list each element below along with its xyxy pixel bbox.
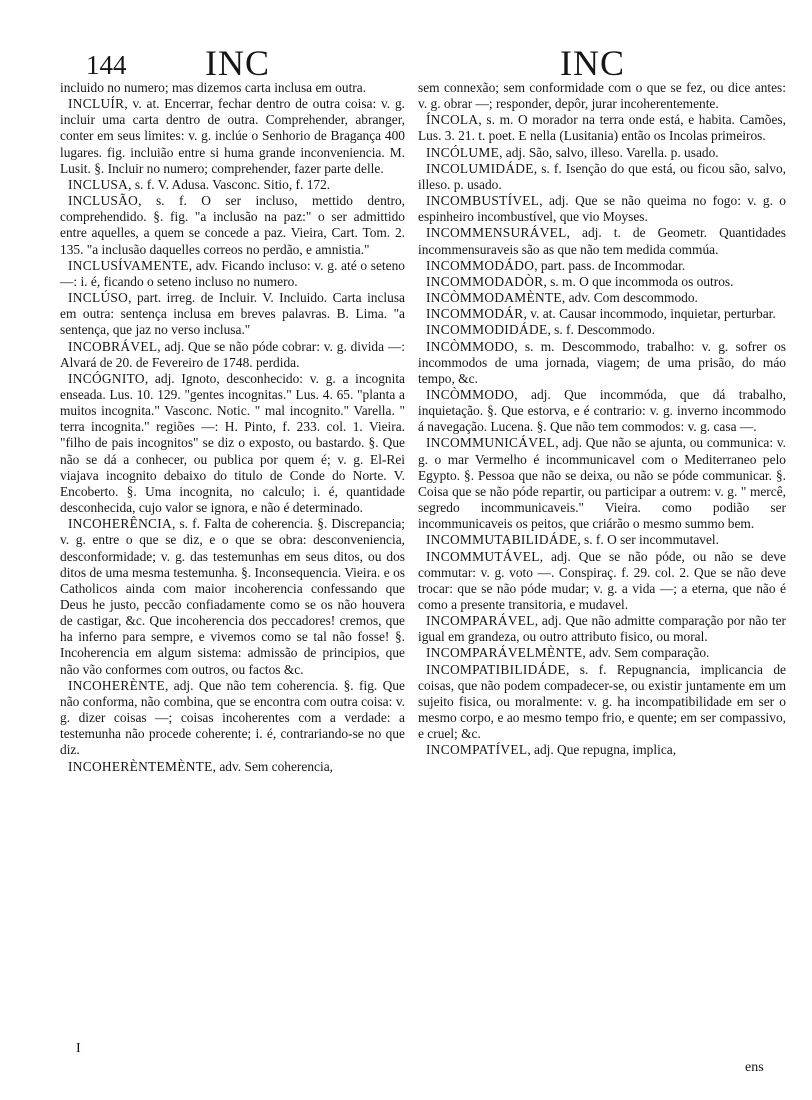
dictionary-entry [60, 258, 405, 290]
entry-definition: , v. at. Causar incommodo, inquietar, perturbar. [523, 306, 776, 322]
entry-headword: INCÒMMODO [426, 338, 515, 354]
dictionary-entry [418, 742, 786, 758]
entry-definition: , adj. Que se não queima no fogo: v. g. o espinheiro incombustível, que vio Moyses. [418, 193, 786, 225]
dictionary-entry [418, 258, 786, 274]
dictionary-entry [418, 662, 786, 743]
entry-definition: , adj. Que repugna, implica, [527, 742, 677, 758]
entry-definition: , s. f. Descommodo. [547, 322, 655, 338]
dictionary-entry [418, 306, 786, 322]
entry-definition: , s. m. Descommodo, trabalho: v. g. sofrer os incommodos de uma jornada, viagem; de uma prisão, do máo tempo, &c. [418, 338, 786, 386]
entry-definition: incluido no numero; mas dizemos carta inclusa em outra. [60, 80, 367, 95]
dictionary-entry [60, 290, 405, 338]
entry-definition: , part. pass. de Incommodar. [534, 257, 686, 273]
entry-headword: INCOMPARÁVELMÈNTE [426, 645, 583, 661]
entry-definition: , adj. Que não admitte comparação por não ter igual em grandeza, ou outro attributo fisico, ou moral. [418, 613, 786, 645]
entry-headword: INCOMMODIDÁDE [426, 322, 548, 338]
entry-headword: INCOMMUTABILIDÁDE [426, 532, 578, 548]
dictionary-entry [418, 387, 786, 435]
dictionary-entry [418, 532, 786, 548]
dictionary-entry [418, 225, 786, 257]
entry-definition: , adj. Que não tem coherencia. §. fig. Que não conforma, não combina, que se encontra com outra coisa: v. g. dizer coisas —; coisas incoherentes com a verdade: a testemunha não procede coherente; i. é, contrariando-se no que diz. [60, 677, 405, 758]
entry-definition: , part. irreg. de Incluir. V. Incluido. Carta inclusa em outra: sentença inclusa em breves palavras. B. Lima. "a sentença, que jaz no verso inclusa." [60, 290, 405, 338]
entry-headword: INCLUSÍVAMENTE [68, 257, 189, 273]
dictionary-entry [418, 145, 786, 161]
dictionary-entry [418, 435, 786, 532]
entry-definition: , s. f. Repugnancia, implicancia de coisas, que não podem compadecer-se, ou existir juntamente em um sujeito fisica, ou moralmente: v. g. ha incompatibilidade em ser o mesmo corpo, e ao mesmo tempo frio, e quente; em ser compassivo, e cruel; &c. [418, 661, 786, 742]
entry-definition: sem connexão; sem conformidade com o que se fez, ou dice antes: v. g. obrar —; responder, depôr, jurar incoherentemente. [418, 80, 786, 112]
entry-definition: , adv. Ficando incluso: v. g. até o seteno —: i. é, ficando o seteno incluso no numero. [60, 257, 405, 289]
catchword: ens [745, 1060, 764, 1075]
entry-headword: INCOMMODÁDO [426, 257, 535, 273]
dictionary-entry [60, 516, 405, 678]
entry-headword: INCOBRÁVEL [68, 338, 158, 354]
entry-headword: INCLUSA [68, 176, 129, 192]
entry-headword: INCÓGNITO [68, 370, 145, 386]
dictionary-entry [60, 339, 405, 371]
entry-headword: INCÒMMODO [426, 386, 515, 402]
entry-definition: , adj. São, salvo, illeso. Varella. p. usado. [499, 144, 719, 160]
entry-headword: INCOHERÈNTEMÈNTE [68, 758, 213, 774]
dictionary-entry [60, 759, 405, 775]
entry-headword: INCÓLUME [426, 144, 500, 160]
dictionary-entry [418, 274, 786, 290]
dictionary-entry [60, 80, 405, 96]
entry-definition: , s. m. O que incommoda os outros. [543, 273, 734, 289]
right-column [418, 80, 786, 759]
running-head-right: INC [560, 43, 625, 83]
entry-definition: , adj. Que se não póde, ou não se deve commutar: v. g. voto —. Conspiraç. f. 29. col. 2. Que se não deve trocar: que se não póde mudar; v. g. a vida —; a eterna, que não é como a presente transitoria, e mudavel. [418, 548, 786, 612]
entry-definition: , adj. t. de Geometr. Quantidades incommensuraveis são as que não tem medida commúa. [418, 225, 786, 257]
dictionary-entry [418, 290, 786, 306]
entry-headword: INCOMBUSTÍVEL [426, 193, 540, 209]
page-header [0, 42, 812, 82]
dictionary-entry [418, 645, 786, 661]
entry-headword: INCOLUMIDÁDE [426, 160, 534, 176]
entry-definition: , adj. Que se não póde cobrar: v. g. divida —: Alvará de 20. de Fevereiro de 1748. perdida. [60, 338, 405, 370]
entry-definition: , s. f. O ser incommutavel. [577, 532, 719, 548]
entry-headword: INCLÚSO [68, 290, 129, 306]
dictionary-entry [418, 613, 786, 645]
entry-definition: , adv. Sem comparação. [582, 645, 710, 661]
entry-headword: ÍNCOLA [426, 112, 479, 128]
entry-definition: , s. m. O morador na terra onde está, e habita. Camões, Lus. 3. 21. t. poet. E nella (Lusitania) então os Incolas primeiros. [418, 112, 786, 144]
signature-mark: I [76, 1041, 81, 1056]
left-column [60, 80, 405, 775]
entry-headword: INCOMMUNICÁVEL [426, 435, 556, 451]
dictionary-entry [418, 322, 786, 338]
dictionary-entry [60, 678, 405, 759]
entry-headword: INCOMMODADÒR [426, 273, 544, 289]
entry-headword: INCLUÍR [68, 96, 125, 112]
dictionary-entry [418, 193, 786, 225]
page-number: 144 [86, 50, 127, 80]
dictionary-entry [418, 339, 786, 387]
dictionary-entry [60, 96, 405, 177]
entry-headword: INCLUSÃO [68, 193, 139, 209]
entry-definition: , s. f. V. Adusa. Vasconc. Sitio, f. 172. [128, 176, 331, 192]
entry-definition: , adv. Com descommodo. [561, 290, 698, 306]
entry-headword: INCOMMODÁR [426, 306, 524, 322]
dictionary-entry [60, 193, 405, 258]
entry-headword: INCÒMMODAMÈNTE [426, 290, 562, 306]
dictionary-entry [418, 80, 786, 112]
entry-definition: , v. at. Encerrar, fechar dentro de outra coisa: v. g. incluir uma carta dentro de outra. Comprehender, abranger, conter em seus limites: v. g. inclúe o Senhorio de Bragança 400 lugares. fig. incluião entre si huma grande inconveniencia. M. Lusit. §. Incluir no numero; comprehender, fazer parte delle. [60, 96, 405, 176]
entry-headword: INCOMMENSURÁVEL [426, 225, 567, 241]
dictionary-entry [418, 161, 786, 193]
dictionary-entry [418, 112, 786, 144]
entry-headword: INCOMPATIBILIDÁDE [426, 661, 566, 677]
entry-headword: INCOMMUTÁVEL [426, 548, 540, 564]
entry-headword: INCOHERÈNTE [68, 677, 166, 693]
dictionary-entry [60, 371, 405, 516]
entry-headword: INCOMPATÍVEL [426, 742, 528, 758]
entry-definition: , adj. Ignoto, desconhecido: v. g. a incognita enseada. Lus. 10. 129. "gentes incognitas." Lus. 4. 65. "planta a muitos incognita." Vasconc. Notic. " mal incognito." Varella. " terra incognita." regiões —: H. Pinto, f. 233. col. 1. Vieira. "filho de pais incognitos" se diz o exposto, ou bastardo. §. Que não se dá a conhecer, ou publica por quem é; v. g. El-Rei viajava incognito debaixo do titulo de Conde do Norte. V. Encoberto. §. Uma incognita, no calculo; i. é, quantidade desconhecida, cujo valor se ignora, e não é determinado. [60, 370, 405, 516]
entry-headword: INCOHERÊNCIA [68, 516, 173, 532]
dictionary-entry [418, 549, 786, 614]
dictionary-entry [60, 177, 405, 193]
entry-definition: , s. f. Isenção do que está, ou ficou são, salvo, illeso. p. usado. [418, 160, 786, 192]
entry-definition: , adv. Sem coherencia, [212, 758, 333, 774]
entry-definition: , s. f. O ser incluso, mettido dentro, comprehendido. §. fig. "a inclusão na paz:" o ser admittido entre aquelles, a quem se concede a paz. Vieira, Cart. Tom. 2. 135. "a inclusão daquelles correos no perdão, e amnistia." [60, 193, 405, 257]
entry-headword: INCOMPARÁVEL [426, 613, 535, 629]
entry-definition: , s. f. Falta de coherencia. §. Discrepancia; v. g. entre o que se diz, e o que se obra: desconveniencia, desconformidade; v. g. das testemunhas em seus ditos, ou dos ditos de uma mesma testemunha. §. Inconsequencia. Vieira. e os Catholicos ainda com maior incoherencia confessando que Deus he justo, peccão confiadamente como se os não houvera de castigar, &c. Que incoherencia dos peccadores! cremos, que ha inferno para sempre, e vivemos como se tal não fosse! §. Incoherencia em algum sistema: admissão de principios, que não vão conformes com outros, ou factos &c. [60, 516, 405, 677]
entry-definition: , adj. Que não se ajunta, ou communica: v. g. o mar Vermelho é incommunicavel com o Mediterraneo pelo Egypto. §. Pessoa que não se deixa, ou não se póde communicar. §. Coisa que se não póde repartir, ou participar a outrem: v. g. " mercê, segredo incommunicaveis." Vieira. como podião ser incommunicaveis os peitos, que criárão o mesmo summo bem. [418, 435, 786, 532]
running-head-left: INC [205, 43, 270, 83]
entry-definition: , adj. Que incommóda, que dá trabalho, inquietação. §. Que estorva, e é contrario: v. g. inverno incommodo á navegação. Lucena. §. Que não tem commodos: v. g. casa —. [418, 386, 786, 435]
